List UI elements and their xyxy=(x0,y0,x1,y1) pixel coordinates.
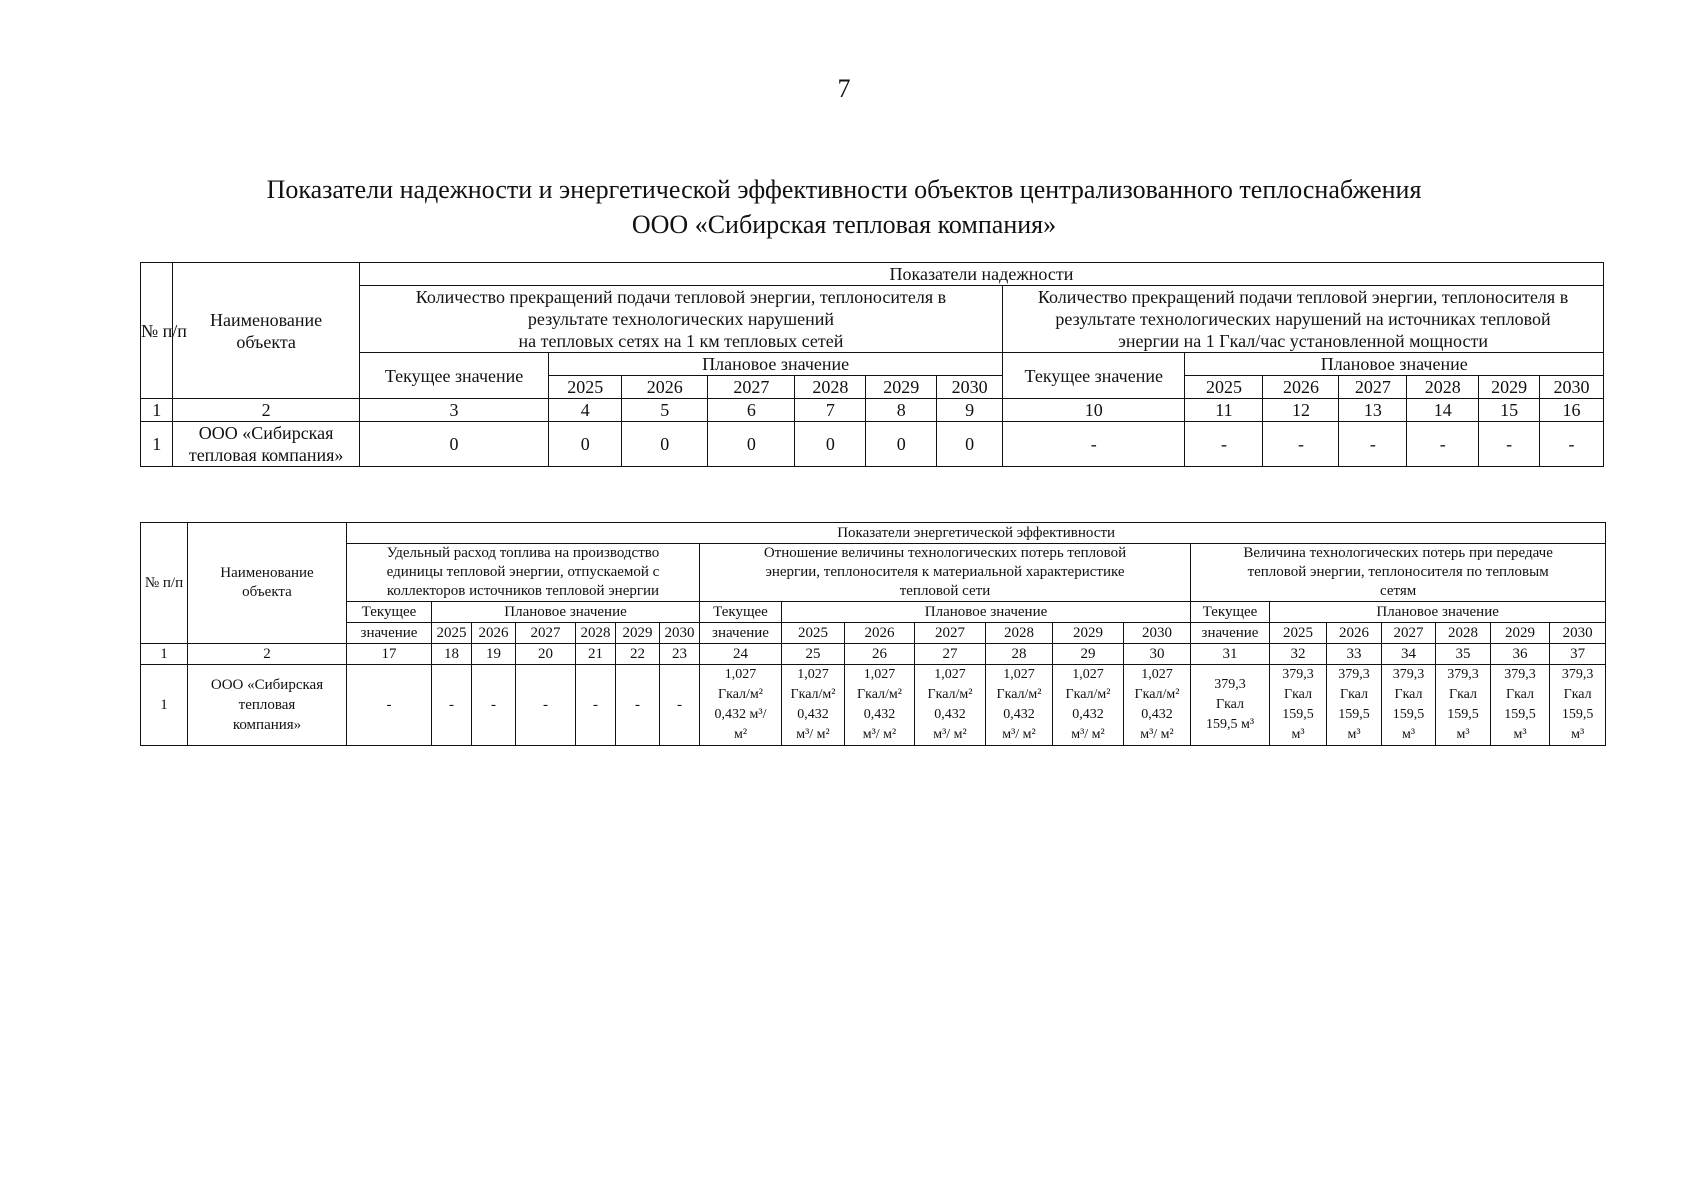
column-number: 19 xyxy=(472,644,516,665)
value-cell: - xyxy=(1339,422,1407,467)
column-number: 8 xyxy=(866,399,937,422)
column-number: 1 xyxy=(141,644,188,665)
value-cell: 0 xyxy=(937,422,1003,467)
header-line: тепловой сети xyxy=(899,583,991,599)
planned-value-header: Плановое значение xyxy=(1185,353,1604,376)
year-header: 2030 xyxy=(1540,376,1604,399)
value-line: 379,3 xyxy=(1214,677,1246,692)
column-number: 4 xyxy=(549,399,622,422)
header-line: тепловой энергии, теплоносителя по тепловым xyxy=(1247,564,1549,580)
year-header: 2030 xyxy=(1550,623,1606,644)
value-cell: - xyxy=(1540,422,1604,467)
value-line: 159,5 xyxy=(1338,707,1370,722)
column-number: 24 xyxy=(700,644,782,665)
column-number: 37 xyxy=(1550,644,1606,665)
value-cell: - xyxy=(1479,422,1540,467)
column-number: 2 xyxy=(188,644,347,665)
year-header: 2030 xyxy=(660,623,700,644)
value-line: 1,027 xyxy=(1141,667,1173,682)
current-value-header: Текущее значение xyxy=(359,353,548,399)
value-line: 1,027 xyxy=(797,667,829,682)
year-header: 2026 xyxy=(1263,376,1339,399)
value-cell: 0 xyxy=(549,422,622,467)
col-number-header: № п/п xyxy=(141,523,188,644)
value-cell: 0 xyxy=(708,422,795,467)
col-name-line: объекта xyxy=(236,331,296,352)
year-header: 2026 xyxy=(845,623,915,644)
column-number: 6 xyxy=(708,399,795,422)
value-cell xyxy=(1382,665,1436,746)
value-cell: - xyxy=(1003,422,1185,467)
value-line: м³ xyxy=(1571,727,1585,742)
value-line: Гкал/м² xyxy=(927,687,973,702)
value-line: 159,5 xyxy=(1392,707,1425,722)
column-number: 12 xyxy=(1263,399,1339,422)
value-cell: - xyxy=(1263,422,1339,467)
year-header: 2025 xyxy=(782,623,845,644)
year-header: 2027 xyxy=(1382,623,1436,644)
value-line: м³/ м² xyxy=(1071,727,1105,742)
column-number: 10 xyxy=(1003,399,1185,422)
column-number: 18 xyxy=(432,644,472,665)
value-cell xyxy=(782,665,845,746)
value-line: м³/ м² xyxy=(933,727,967,742)
year-header: 2028 xyxy=(1436,623,1491,644)
value-cell: 0 xyxy=(622,422,708,467)
value-line: 1,027 xyxy=(863,667,896,682)
header-line: единицы тепловой энергии, отпускаемой с xyxy=(386,564,660,580)
value-cell: - xyxy=(1185,422,1263,467)
current-value-header: Текущее xyxy=(700,602,782,623)
value-line: 1,027 xyxy=(1072,667,1104,682)
year-header: 2025 xyxy=(1185,376,1263,399)
current-value-header: значение xyxy=(1191,623,1270,644)
year-header: 2027 xyxy=(1339,376,1407,399)
column-number: 27 xyxy=(915,644,986,665)
value-line: Гкал xyxy=(1505,687,1534,702)
value-cell xyxy=(1491,665,1550,746)
column-number-row xyxy=(141,644,1606,665)
col-name-line: Наименование xyxy=(220,565,314,581)
page-number: 7 xyxy=(837,74,851,103)
column-number: 36 xyxy=(1491,644,1550,665)
value-cell: - xyxy=(1407,422,1479,467)
value-cell: - xyxy=(432,665,472,746)
column-number: 9 xyxy=(937,399,1003,422)
value-line: м³ xyxy=(1401,727,1416,742)
value-cell: - xyxy=(347,665,432,746)
header-line: Количество прекращений подачи тепловой энергии, теплоносителя в xyxy=(415,287,947,307)
value-line: Гкал xyxy=(1283,687,1312,702)
value-line: Гкал xyxy=(1394,687,1423,702)
value-line: 159,5 xyxy=(1282,707,1314,722)
header-line: Отношение величины технологических потерь тепловой xyxy=(763,545,1127,561)
column-number: 3 xyxy=(359,399,548,422)
value-line: 379,3 xyxy=(1561,667,1594,682)
year-header: 2029 xyxy=(1491,623,1550,644)
value-line: 379,3 xyxy=(1338,667,1370,682)
planned-value-header: Плановое значение xyxy=(1270,602,1606,623)
value-line: 0,432 xyxy=(1141,707,1173,722)
value-line: 379,3 xyxy=(1282,667,1314,682)
value-line: 159,5 м³ xyxy=(1205,717,1255,732)
column-number: 1 xyxy=(141,399,173,422)
column-number: 15 xyxy=(1479,399,1540,422)
value-line: м³/ м² xyxy=(1002,727,1036,742)
table-row xyxy=(141,422,1604,467)
year-header: 2025 xyxy=(432,623,472,644)
planned-value-header: Плановое значение xyxy=(782,602,1191,623)
current-value-header: Текущее xyxy=(347,602,432,623)
year-header: 2028 xyxy=(1407,376,1479,399)
title-line-1: Показатели надежности и энергетической эффективности объектов централизованного теплоснабжения xyxy=(266,175,1422,204)
header-line: энергии на 1 Гкал/час установленной мощности xyxy=(1118,331,1488,351)
column-number: 23 xyxy=(660,644,700,665)
value-line: 1,027 xyxy=(934,667,966,682)
value-cell xyxy=(1436,665,1491,746)
header-line: результате технологических нарушений на источниках тепловой xyxy=(1055,309,1551,329)
transmission-losses-header xyxy=(1191,544,1606,602)
header-line: энергии, теплоносителя к материальной характеристике xyxy=(765,564,1125,580)
row-number: 1 xyxy=(141,665,188,746)
value-cell: - xyxy=(472,665,516,746)
value-line: Гкал/м² xyxy=(1134,687,1180,702)
value-line: м³/ м² xyxy=(796,727,830,742)
year-header: 2028 xyxy=(986,623,1053,644)
column-number: 17 xyxy=(347,644,432,665)
value-line: 0,432 xyxy=(934,707,966,722)
column-number: 21 xyxy=(576,644,616,665)
value-line: м³ xyxy=(1291,727,1305,742)
col-name-header xyxy=(173,263,359,399)
value-cell xyxy=(986,665,1053,746)
value-cell: 0 xyxy=(795,422,866,467)
value-line: 1,027 xyxy=(1003,667,1035,682)
value-cell: - xyxy=(616,665,660,746)
reliability-group-header: Показатели надежности xyxy=(359,263,1603,286)
value-cell xyxy=(1191,665,1270,746)
column-number: 34 xyxy=(1382,644,1436,665)
value-cell xyxy=(915,665,986,746)
column-number: 22 xyxy=(616,644,660,665)
col-name-line: Наименование xyxy=(210,309,323,330)
year-header: 2026 xyxy=(1327,623,1382,644)
value-line: 159,5 xyxy=(1447,707,1479,722)
value-cell xyxy=(1124,665,1191,746)
value-line: 379,3 xyxy=(1504,667,1536,682)
column-number: 16 xyxy=(1540,399,1604,422)
object-name xyxy=(173,422,359,467)
efficiency-table xyxy=(140,522,1606,746)
value-line: 0,432 xyxy=(863,707,896,722)
year-header: 2027 xyxy=(516,623,576,644)
value-line: м² xyxy=(733,727,748,742)
year-header: 2026 xyxy=(472,623,516,644)
value-cell xyxy=(1550,665,1606,746)
value-cell: - xyxy=(576,665,616,746)
losses-ratio-header xyxy=(700,544,1191,602)
table-row xyxy=(141,665,1606,746)
header-line: Величина технологических потерь при передаче xyxy=(1243,545,1553,561)
column-number: 25 xyxy=(782,644,845,665)
header-line: сетям xyxy=(1380,583,1417,599)
year-header: 2029 xyxy=(1479,376,1540,399)
value-line: м³ xyxy=(1513,727,1527,742)
value-line: Гкал xyxy=(1215,697,1244,712)
value-cell xyxy=(1270,665,1327,746)
value-line: м³ xyxy=(1456,727,1470,742)
header-line: Удельный расход топлива на производство xyxy=(386,545,660,561)
column-number: 26 xyxy=(845,644,915,665)
header-line: результате технологических нарушений xyxy=(527,309,835,329)
header-line: на тепловых сетях на 1 км тепловых сетей xyxy=(518,331,844,351)
year-header: 2025 xyxy=(1270,623,1327,644)
column-number: 5 xyxy=(622,399,708,422)
year-header: 2028 xyxy=(576,623,616,644)
year-header: 2029 xyxy=(616,623,660,644)
value-cell: - xyxy=(660,665,700,746)
year-header: 2026 xyxy=(622,376,708,399)
value-cell xyxy=(700,665,782,746)
value-line: Гкал xyxy=(1563,687,1592,702)
column-number: 2 xyxy=(173,399,359,422)
column-number-row xyxy=(141,399,1604,422)
year-header: 2027 xyxy=(915,623,986,644)
planned-value-header: Плановое значение xyxy=(549,353,1003,376)
object-name-line: тепловая xyxy=(238,697,296,713)
header-line: Количество прекращений подачи тепловой энергии, теплоносителя в xyxy=(1037,287,1569,307)
value-line: Гкал xyxy=(1339,687,1368,702)
year-header: 2028 xyxy=(795,376,866,399)
object-name-line: ООО «Сибирская xyxy=(210,677,324,693)
value-cell: 0 xyxy=(359,422,548,467)
value-line: 1,027 xyxy=(724,667,757,682)
value-cell xyxy=(1053,665,1124,746)
page-title xyxy=(0,172,1688,242)
efficiency-group-header: Показатели энергетической эффективности xyxy=(347,523,1606,544)
year-header: 2029 xyxy=(1053,623,1124,644)
object-name-line: ООО «Сибирская xyxy=(198,423,334,443)
col-name-line: объекта xyxy=(242,584,292,600)
value-cell: - xyxy=(516,665,576,746)
value-line: м³/ м² xyxy=(1140,727,1174,742)
column-number: 7 xyxy=(795,399,866,422)
column-number: 13 xyxy=(1339,399,1407,422)
column-number: 11 xyxy=(1185,399,1263,422)
column-number: 29 xyxy=(1053,644,1124,665)
header-line: коллекторов источников тепловой энергии xyxy=(386,583,660,599)
current-value-header: Текущее xyxy=(1191,602,1270,623)
value-cell: 0 xyxy=(866,422,937,467)
column-number: 20 xyxy=(516,644,576,665)
object-name-line: компания» xyxy=(232,717,302,733)
column-number: 28 xyxy=(986,644,1053,665)
value-line: 0,432 xyxy=(1003,707,1035,722)
value-line: Гкал/м² xyxy=(857,687,902,702)
value-line: Гкал/м² xyxy=(718,687,763,702)
value-line: м³/ м² xyxy=(862,727,897,742)
value-line: 0,432 xyxy=(797,707,829,722)
year-header: 2030 xyxy=(1124,623,1191,644)
value-line: 0,432 м³/ xyxy=(714,707,767,722)
value-line: Гкал/м² xyxy=(1065,687,1111,702)
reliability-table xyxy=(140,262,1604,467)
year-header: 2027 xyxy=(708,376,795,399)
value-line: 159,5 xyxy=(1561,707,1594,722)
current-value-header: значение xyxy=(700,623,782,644)
object-name xyxy=(188,665,347,746)
value-line: Гкал xyxy=(1448,687,1477,702)
networks-header xyxy=(359,286,1002,353)
col-number-header: № п/п xyxy=(141,263,173,399)
title-line-2: ООО «Сибирская тепловая компания» xyxy=(631,210,1057,239)
column-number: 33 xyxy=(1327,644,1382,665)
year-header: 2030 xyxy=(937,376,1003,399)
value-line: 379,3 xyxy=(1392,667,1425,682)
column-number: 31 xyxy=(1191,644,1270,665)
fuel-consumption-header xyxy=(347,544,700,602)
value-line: Гкал/м² xyxy=(790,687,836,702)
column-number: 35 xyxy=(1436,644,1491,665)
value-cell xyxy=(1327,665,1382,746)
col-name-header xyxy=(188,523,347,644)
sources-header xyxy=(1003,286,1604,353)
column-number: 32 xyxy=(1270,644,1327,665)
row-number: 1 xyxy=(141,422,173,467)
column-number: 14 xyxy=(1407,399,1479,422)
year-header: 2025 xyxy=(549,376,622,399)
value-line: 0,432 xyxy=(1072,707,1104,722)
planned-value-header: Плановое значение xyxy=(432,602,700,623)
column-number: 30 xyxy=(1124,644,1191,665)
value-line: 379,3 xyxy=(1447,667,1479,682)
value-line: 159,5 xyxy=(1504,707,1536,722)
current-value-header: значение xyxy=(347,623,432,644)
value-line: Гкал/м² xyxy=(996,687,1042,702)
value-cell xyxy=(845,665,915,746)
object-name-line: тепловая компания» xyxy=(188,445,344,465)
value-line: м³ xyxy=(1347,727,1361,742)
year-header: 2029 xyxy=(866,376,937,399)
current-value-header: Текущее значение xyxy=(1003,353,1185,399)
